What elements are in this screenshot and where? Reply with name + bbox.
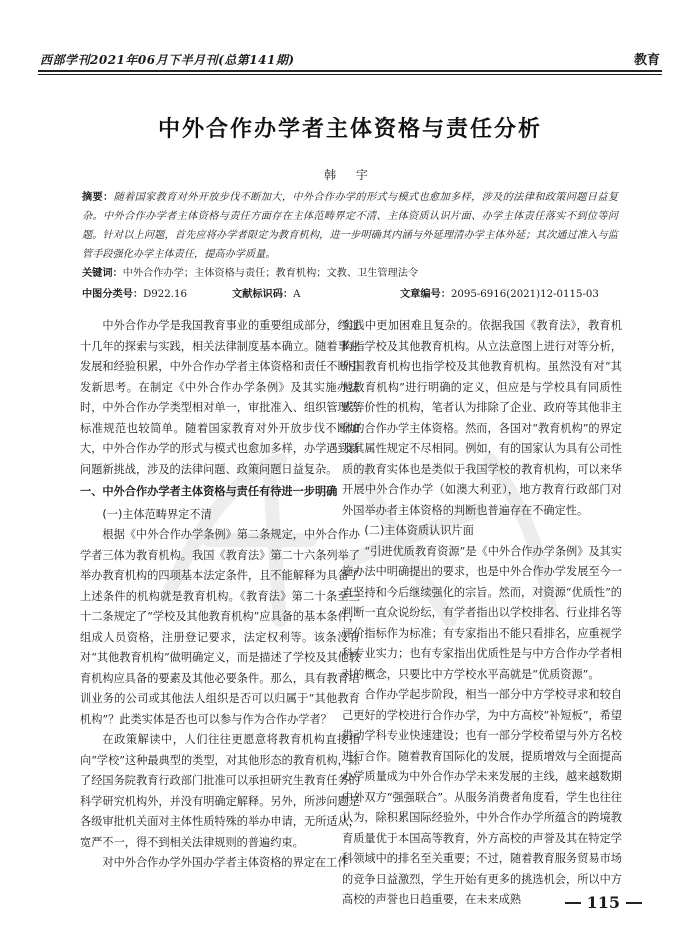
clc-value: D922.16	[143, 289, 187, 300]
running-header	[40, 46, 660, 68]
subsection-heading: (二)主体资质认识片面	[364, 524, 474, 537]
article-number-value: 2095-6916(2021)12-0115-03	[450, 289, 599, 300]
section-label: 教育	[633, 53, 660, 68]
document-code	[232, 285, 382, 304]
paragraph: 根据《中外合作办学条例》第二条规定，中外合作办学者三体为教育机构。我国《教育法》第二十六条列举了举办教育机构的四项基本法定条件，且不能解释为具备了上述条件的机构就是教育机构。《教育法》第二十条至三十二条规定了“学校及其他教育机构”应具备的基本条件，组成人员资格，注册登记要求，法定权利等。该条没有对“其他教育机构”做明确定义，而是描述了学校及其他教育机构应具备的要素及其他必要条件。那么，具有教育培训业务的公司或其他法人组织是否可以归属于“其他教育机构”？此类实体是否也可以参与作为合作办学者？	[80, 528, 360, 726]
page-number: 115	[586, 893, 620, 912]
article-number-label: 文章编号：	[400, 288, 451, 300]
keywords	[82, 264, 618, 283]
body-column-left	[80, 316, 360, 874]
section-heading: 一、中外合作办学者主体资格与责任有待进一步明确	[80, 485, 338, 498]
keywords-label: 关键词：	[82, 267, 123, 279]
paragraph: 对中外合作办学外国办学者主体资格的界定在工作	[102, 856, 349, 869]
article-metadata	[82, 285, 618, 304]
footer-dash-left	[565, 902, 581, 904]
abstract-label: 摘要：	[82, 191, 114, 203]
article-number	[400, 285, 599, 304]
paragraph: 在政策解读中，人们往往更愿意将教育机构直接指向“学校”这种最典型的类型，对其他形态的教育机构，除了经国务院教育行政部门批准可以承担研究生教育任务的科学研究机构外，并没有明确定解释。另外，所涉问题是各级审批机关面对主体性质特殊的举办申请，无所适从，宽严不一，得不到相关法律规则的普遍约束。	[80, 733, 360, 849]
doc-code-label: 文献标识码：	[232, 288, 294, 300]
journal-issue-info: 西部学刊2021年06月下半月刊(总第141期)	[40, 53, 295, 67]
doc-code-value: A	[293, 289, 301, 300]
clc-number	[82, 285, 232, 304]
article-author: 韩 宇	[324, 168, 376, 182]
clc-label: 中图分类号：	[82, 288, 144, 300]
page-footer	[565, 893, 642, 912]
header-rule	[38, 70, 662, 75]
article-title: 中外合作办学者主体资格与责任分析	[157, 117, 542, 142]
paragraph: 实践中更加困难且复杂的。依据我国《教育法》，教育机构指学校及其他教育机构。从立法意图上进行对等分析，外国教育机构也指学校及其他教育机构。虽然没有对“其他教育机构”进行明确的定义，但应是与学校具有同质性或等价性的机构，笔者认为排除了企业、政府等其他非主体的合作办学主体资格。然而，各国对“教育机构”的界定及其属性规定不尽相同。例如，有的国家认为具有公司性质的教育实体也是类似于我国学校的教育机构，可以来华开展中外合作办学（如澳大利亚），地方教育行政部门对外国举办者主体资格的判断也普遍存在不确定性。	[342, 319, 622, 517]
footer-dash-right	[626, 902, 642, 904]
keywords-text: 中外合作办学；主体资格与责任；教育机构；文教、卫生管理法令	[122, 268, 419, 279]
abstract-text: 随着国家教育对外开放步伐不断加大，中外合作办学的形式与模式也愈加多样，涉及的法律和政策问题日益复杂。中外合作办学者主体资格与责任方面存在主体范畴界定不清、主体资质认识片面、办学主体责任落实不到位等问题。针对以上问题，首先应将办学者限定为教育机构，进一步明确其内涵与外延理清办学主体外延；其次通过准入与监管手段强化办学主体责任，提高办学质量。	[82, 192, 619, 260]
subsection-heading: (一)主体范畴界定不清	[102, 507, 212, 521]
paragraph: 合作办学起步阶段，相当一部分中方学校寻求和较自己更好的学校进行合作办学，为中方高校“补短板”，希望带动学科专业快速建设；也有一部分学校希望与外方名校进行合作。随着教育国际化的发展，提质增效与全面提高办学质量成为中外合作办学未来发展的主线，越来越数期中外双方“强强联合”。从服务消费者角度看，学生也往往认为，除积累国际经验外，中外合作办学所蕴含的跨境教育质量优于本国高等教育，外方高校的声誉及其在特定学科领域中的排名至关重要；不过，随着教育服务贸易市场的竞争日益激烈，学生开始有更多的挑选机会，所以中方高校的声誉也日趋重要，在未来成熟	[342, 688, 622, 906]
abstract	[82, 188, 618, 264]
body-column-right	[342, 316, 622, 911]
paragraph: “引进优质教育资源”是《中外合作办学条例》及其实施办法中明确提出的要求，也是中外合作办学发展至今一直坚持和今后继续强化的宗旨。然而，对资源“优质性”的判断一直众说纷纭，有学者指出以学校排名、行业排名等评价指标作为标准；有专家指出不能只看排名，应重视学科专业实力；也有专家指出优质性是与中方合作办学者相对的概念，只要比中方学校水平高就是“优质资源”。	[342, 544, 622, 681]
paragraph: 中外合作办学是我国教育事业的重要组成部分，经过十几年的探索与实践，相关法律制度基本确立。随着事业发展和经验积累，中外合作办学者主体资格和责任不断引发新思考。在制定《中外合作办学条例》及其实施办法时，中外合作办学类型相对单一，审批准入、组织管理等标准规范也较简单。随着国家教育对外开放步伐不断加大，中外合作办学的形式与模式也愈加多样，办学遇到新问题新挑战，涉及的法律问题、政策问题日益复杂。	[80, 319, 360, 476]
